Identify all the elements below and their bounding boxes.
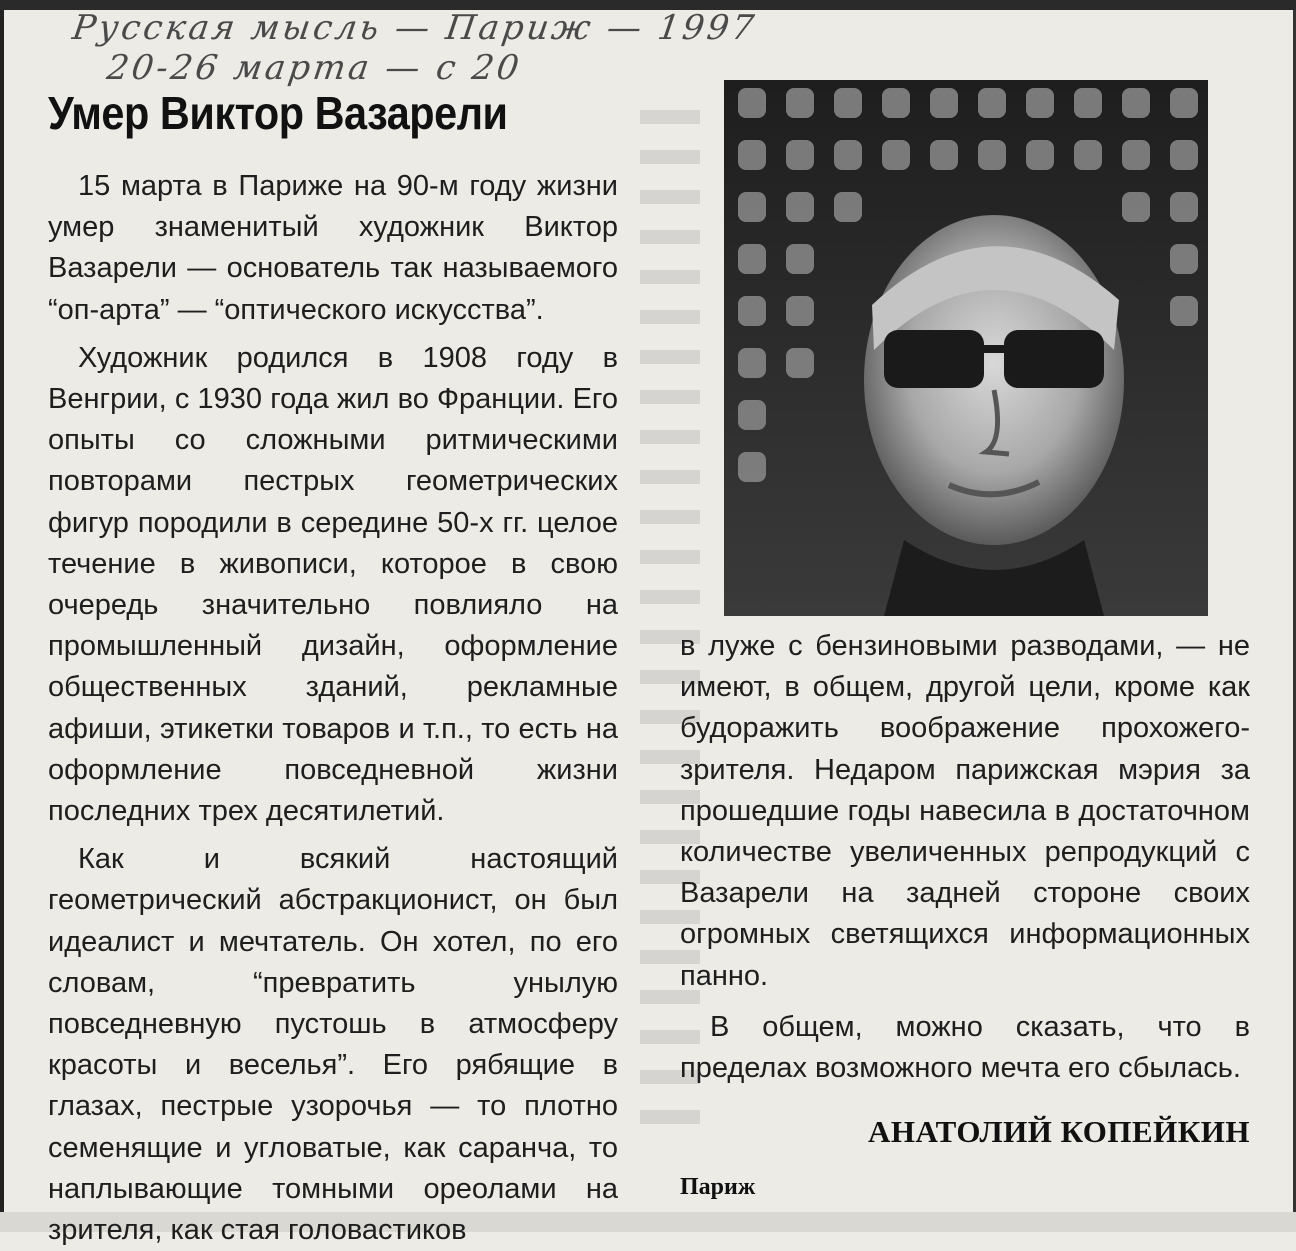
dateline-city: Париж bbox=[680, 1174, 756, 1200]
handwritten-note bbox=[64, 8, 1275, 88]
paragraph-1: 15 марта в Париже на 90-м году жизни умер знаменитый художник Виктор Вазарели — основатель так называемого “оп-арта” — “оптического искусства”. bbox=[48, 170, 618, 326]
author-byline: АНАТОЛИЙ КОПЕЙКИН bbox=[868, 1114, 1250, 1149]
article-left-column bbox=[48, 166, 618, 1251]
headline: Умер Виктор Вазарели bbox=[48, 87, 508, 139]
paragraph-2: Художник родился в 1908 году в Венгрии, с 1930 года жил во Франции. Его опыты со сложными ритмическими повторами пестрых геометрических фигур породили в середине 50-х гг. целое течение в живописи, которое в свою очередь значительно повлияло на промышленный дизайн, оформление общественных зданий, рекламные афиши, этикетки товаров и т.п., то есть на оформление повседневной жизни последних трех десятилетий. bbox=[48, 341, 618, 828]
portrait-photo bbox=[724, 80, 1208, 616]
paragraph-5: В общем, можно сказать, что в пределах возможного мечта его сбылась. bbox=[680, 1010, 1250, 1085]
paragraph-4: в луже с бензиновыми разводами, — не имеют, в общем, другой цели, кроме как будоражить воображение прохожего-зрителя. Недаром парижская мэрия за прошедшие годы навесила в достаточном количестве увеличенных репродукций с Вазарели на задней стороне своих огромных светящихся информационных панно. bbox=[680, 630, 1250, 992]
portrait-image bbox=[724, 80, 1208, 616]
handwritten-note-line-2: 20-26 марта — с 20 bbox=[104, 48, 525, 88]
article-right-column bbox=[680, 626, 1250, 1089]
paragraph-3: Как и всякий настоящий геометрический абстракционист, он был идеалист и мечтатель. Он хотел, по его словам, “превратить унылую повседневную пустошь в атмосферу красоты и веселья”. Его рябящие в глазах, пестрые узорочья — то плотно семенящие и угловатые, как саранча, то наплывающие томными ореолами на зрителя, как стая головастиков bbox=[48, 843, 618, 1247]
handwritten-note-line-1: Русская мысль — Париж — 1997 bbox=[70, 8, 760, 48]
